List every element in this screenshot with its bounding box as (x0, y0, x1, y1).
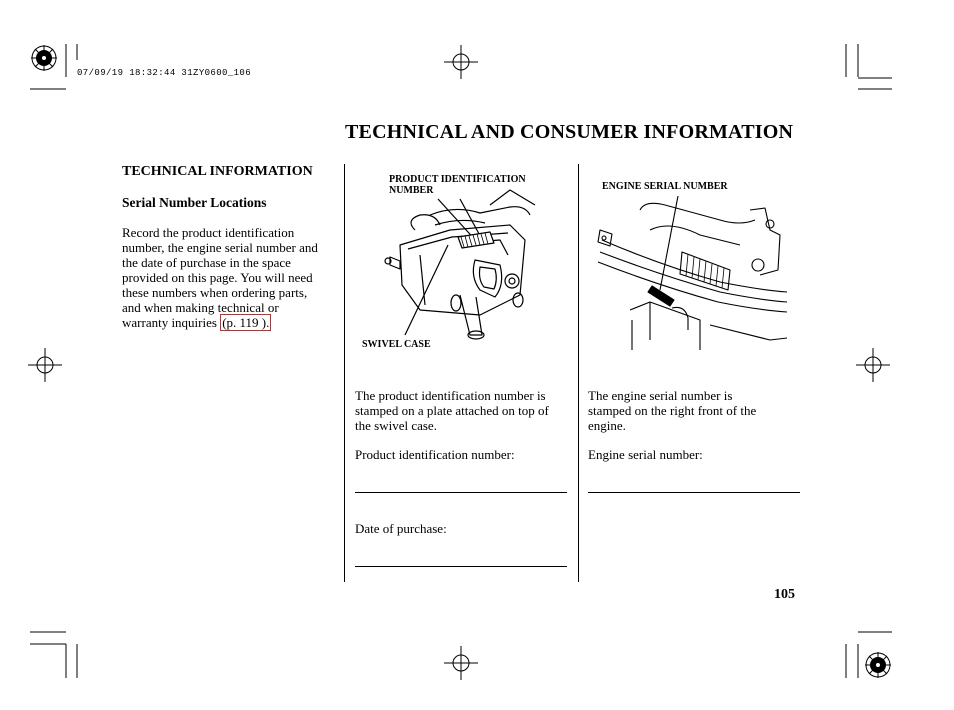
engine-serial-write-line[interactable] (588, 492, 800, 493)
registration-target-top (441, 42, 481, 82)
swivel-case-illustration (360, 185, 560, 355)
intro-line: these numbers when ordering parts, (122, 285, 308, 300)
middle-description-line: The product identification number is (355, 388, 546, 403)
print-stamp: 07/09/19 18:32:44 31ZY0600_106 (77, 68, 252, 78)
middle-description-line: stamped on a plate attached on top of (355, 403, 549, 418)
purchase-date-write-line[interactable] (355, 566, 567, 567)
starburst-mark-top-left (29, 43, 59, 73)
middle-description (355, 388, 549, 433)
intro-line: provided on this page. You will need (122, 270, 313, 285)
column-divider-right (578, 164, 579, 582)
product-id-write-line[interactable] (355, 492, 567, 493)
column-divider-left (344, 164, 345, 582)
starburst-mark-bottom-right (863, 650, 893, 680)
right-description-line: engine. (588, 418, 626, 433)
intro-line: the date of purchase in the space (122, 255, 291, 270)
registration-target-bottom (441, 643, 481, 683)
figure-label-engine-serial: ENGINE SERIAL NUMBER (602, 181, 728, 192)
right-description (588, 388, 756, 433)
engine-illustration (590, 190, 790, 355)
product-id-field-label: Product identification number: (355, 447, 515, 462)
intro-paragraph (122, 225, 340, 330)
page-number: 105 (774, 587, 795, 602)
right-description-line: stamped on the right front of the (588, 403, 757, 418)
figure-label-line: NUMBER (389, 185, 434, 196)
figure-label-line: PRODUCT IDENTIFICATION (389, 174, 526, 185)
engine-serial-field-label: Engine serial number: (588, 447, 703, 462)
intro-line: Record the product identification (122, 225, 295, 240)
page-reference-link[interactable]: (p. 119 ). (222, 315, 270, 330)
intro-line: number, the engine serial number and (122, 240, 318, 255)
registration-target-right (853, 345, 893, 385)
intro-line-last (122, 315, 340, 330)
intro-last-prefix: warranty inquiries (122, 315, 217, 330)
registration-target-left (25, 345, 65, 385)
section-title: TECHNICAL INFORMATION (122, 164, 313, 179)
right-description-line: The engine serial number is (588, 388, 733, 403)
subsection-title: Serial Number Locations (122, 195, 267, 210)
figure-label-swivel-case: SWIVEL CASE (362, 339, 431, 350)
middle-description-line: the swivel case. (355, 418, 437, 433)
page-title: TECHNICAL AND CONSUMER INFORMATION (345, 121, 794, 143)
purchase-date-field-label: Date of purchase: (355, 521, 447, 536)
intro-line: and when making technical or (122, 300, 279, 315)
